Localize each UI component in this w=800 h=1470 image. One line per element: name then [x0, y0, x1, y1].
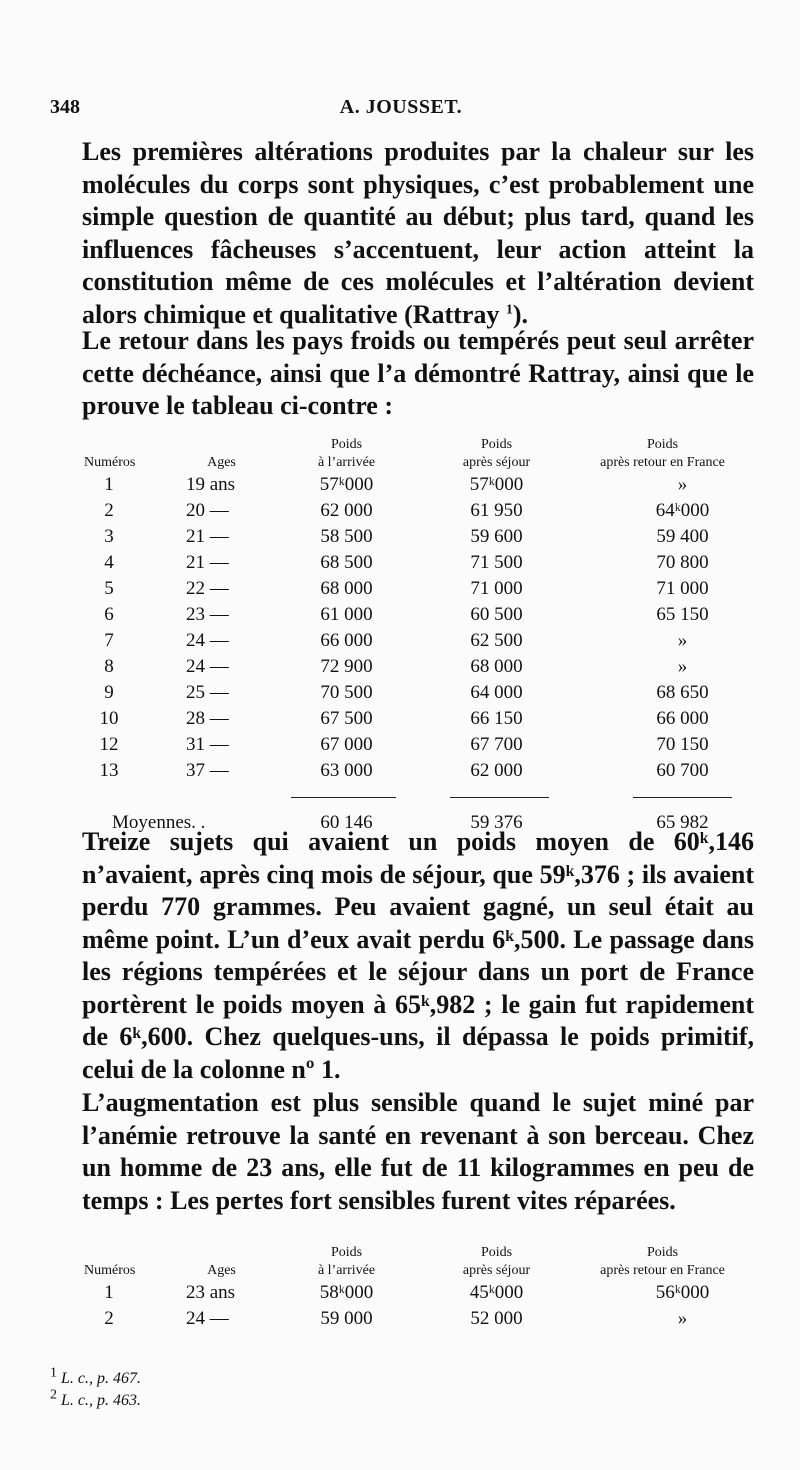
footnote-2: [50, 1387, 141, 1412]
paragraph-4: [82, 1087, 754, 1217]
footnote-text-2: L. c., p. 463.: [61, 1392, 141, 1409]
averages-label: Moyennes. .: [112, 812, 206, 833]
paragraph-3-text: Treize sujets qui avaient un poids moyen de 60ᵏ,146 n’avaient, après cinq mois de séjour, que 59ᵏ,376 ; ils avaient perdu 770 grammes. Peu avaient gagné, un seul était au même point. L’un d’eux avait perdu 6ᵏ,500. Le passage dans les régions tempérées et le séjour dans un port de France portèrent le poids moyen à 65ᵏ,982 ; le gain fut rapidement de 6ᵏ,600. Chez quelques-uns, il dépassa le poids primitif, celui de la colonne nº 1.: [82, 827, 754, 1084]
paragraph-4-text: L’augmentation est plus sensible quand le sujet miné par l’anémie retrouve la santé en revenant à son berceau. Chez un homme de 23 ans, elle fut de 11 kilogrammes en peu de temps : Les pertes fort sensibles furent vites réparées.: [82, 1088, 754, 1215]
cell-arrivee: 58 500: [320, 526, 373, 547]
table-2-head-top-1: [174, 1244, 269, 1262]
table-1-head-top-1: [174, 436, 269, 454]
footnote-mark-1: 1: [50, 1365, 57, 1381]
cell-sejour: 59 600: [470, 526, 523, 547]
cell-sejour: 66 150: [470, 708, 523, 729]
footnote-1: [50, 1365, 141, 1390]
table-row: [84, 1280, 756, 1306]
table-2-head-top-2: Poids: [330, 1245, 363, 1260]
cell-numero: 6: [104, 604, 114, 625]
cell-numero: 2: [104, 500, 114, 521]
cell-arrivee: 68 000: [320, 578, 373, 599]
table-2-body: [84, 1280, 756, 1332]
cell-retour: 60 700: [656, 760, 709, 781]
cell-retour: 71 000: [656, 578, 709, 599]
cell-retour: 64ᵏ000: [655, 500, 710, 521]
table-1-head-top-0: [84, 436, 174, 454]
paragraph-1: [82, 136, 754, 331]
cell-sejour: 60 500: [470, 604, 523, 625]
cell-sejour: 68 000: [470, 656, 523, 677]
cell-numero: 2: [104, 1308, 114, 1329]
cell-sejour: 71 500: [470, 552, 523, 573]
rule-sejour: [450, 797, 549, 798]
cell-age: 31 —: [186, 734, 229, 755]
paragraph-3: [82, 826, 754, 1086]
table-row: [84, 472, 756, 498]
table-row: [84, 524, 756, 550]
table-1-head-ages: Ages: [207, 455, 236, 470]
page-number: 348: [50, 96, 80, 118]
table-2-head-top-4: Poids: [646, 1245, 679, 1260]
weights-table-1: [84, 436, 756, 836]
cell-arrivee: 63 000: [320, 760, 373, 781]
cell-numero: 12: [99, 734, 119, 755]
cell-sejour: 61 950: [470, 500, 523, 521]
running-head-author: A. JOUSSET.: [339, 96, 463, 118]
table-row: [84, 758, 756, 784]
table-row: [84, 1306, 756, 1332]
table-row: [84, 602, 756, 628]
cell-retour: »: [677, 630, 688, 651]
cell-age: 19 ans: [186, 474, 236, 495]
table-row: [84, 680, 756, 706]
cell-arrivee: 70 500: [320, 682, 373, 703]
table-row: [84, 654, 756, 680]
cell-retour: 70 800: [656, 552, 709, 573]
table-row: [84, 628, 756, 654]
cell-arrivee: 57ᵏ000: [319, 474, 374, 495]
cell-numero: 1: [104, 1282, 114, 1303]
table-1-head-sejour: après séjour: [462, 455, 531, 470]
table-1-head-top-2: Poids: [330, 437, 363, 452]
cell-retour: 59 400: [656, 526, 709, 547]
cell-sejour: 71 000: [470, 578, 523, 599]
table-2-head-sejour: après séjour: [462, 1263, 531, 1278]
table-1-header: [84, 454, 756, 472]
cell-sejour: 64 000: [470, 682, 523, 703]
rule-retour: [633, 797, 732, 798]
table-row: [84, 576, 756, 602]
cell-age: 23 —: [186, 604, 229, 625]
table-1-header-top: [84, 436, 756, 454]
average-retour: 65 982: [656, 812, 709, 833]
table-1-head-top-3: Poids: [480, 437, 513, 452]
cell-arrivee: 66 000: [320, 630, 373, 651]
table-2-head-arrivee: à l’arrivée: [317, 1263, 376, 1278]
table-1-head-retour: après retour en France: [600, 455, 725, 470]
table-2-head-numeros: Numéros: [84, 1263, 136, 1278]
cell-numero: 13: [99, 760, 119, 781]
cell-age: 37 —: [186, 760, 229, 781]
footnote-text-1: L. c., p. 467.: [61, 1370, 141, 1387]
rule-arrivee: [291, 797, 396, 798]
cell-age: 23 ans: [186, 1282, 236, 1303]
cell-retour: 65 150: [656, 604, 709, 625]
table-1-head-top-4: Poids: [646, 437, 679, 452]
cell-sejour: 52 000: [470, 1308, 523, 1329]
paragraph-2-text: Le retour dans les pays froids ou tempérés peut seul arrêter cette déchéance, ainsi que l’a démontré Rattray, ainsi que le prouve le tableau ci-contre :: [82, 326, 754, 420]
cell-age: 20 —: [186, 500, 229, 521]
table-2-head-top-0: [84, 1244, 174, 1262]
cell-arrivee: 68 500: [320, 552, 373, 573]
cell-sejour: 45ᵏ000: [469, 1282, 524, 1303]
cell-arrivee: 72 900: [320, 656, 373, 677]
cell-sejour: 62 000: [470, 760, 523, 781]
cell-numero: 9: [104, 682, 114, 703]
cell-numero: 4: [104, 552, 114, 573]
average-sejour: 59 376: [470, 812, 523, 833]
cell-arrivee: 59 000: [320, 1308, 373, 1329]
cell-age: 24 —: [186, 630, 229, 651]
table-1-head-arrivee: à l’arrivée: [317, 455, 376, 470]
cell-age: 25 —: [186, 682, 229, 703]
cell-retour: »: [677, 474, 688, 495]
cell-arrivee: 61 000: [320, 604, 373, 625]
cell-retour: 70 150: [656, 734, 709, 755]
cell-numero: 5: [104, 578, 114, 599]
running-header: [50, 96, 752, 120]
cell-sejour: 57ᵏ000: [469, 474, 524, 495]
table-2-header: [84, 1262, 756, 1280]
cell-age: 21 —: [186, 552, 229, 573]
cell-age: 22 —: [186, 578, 229, 599]
paragraph-1-text: Les premières altérations produites par la chaleur sur les molécules du corps sont physiques, c’est probablement une simple question de quantité au début; plus tard, quand les influences fâcheuses s’accentuent, leur action atteint la constitution même de ces molécules et l’altération devient alors chimique et qualitative (Rattray: [82, 137, 754, 329]
table-row: [84, 550, 756, 576]
table-row: [84, 732, 756, 758]
table-1-rule-row: [84, 784, 756, 810]
footnote-ref-1: 1: [505, 301, 513, 317]
cell-numero: 8: [104, 656, 114, 677]
cell-sejour: 62 500: [470, 630, 523, 651]
cell-retour: »: [677, 1308, 688, 1329]
cell-retour: »: [677, 656, 688, 677]
footnotes: [50, 1365, 141, 1412]
table-1-head-numeros: Numéros: [84, 455, 136, 470]
table-2-header-top: [84, 1244, 756, 1262]
cell-arrivee: 67 000: [320, 734, 373, 755]
cell-age: 24 —: [186, 1308, 229, 1329]
cell-retour: 56ᵏ000: [655, 1282, 710, 1303]
cell-retour: 68 650: [656, 682, 709, 703]
paragraph-2: [82, 325, 754, 423]
table-2-head-retour: après retour en France: [600, 1263, 725, 1278]
paragraph-1-end: ).: [512, 299, 529, 329]
cell-age: 28 —: [186, 708, 229, 729]
table-row: [84, 498, 756, 524]
average-arrivee: 60 146: [320, 812, 373, 833]
cell-numero: 1: [104, 474, 114, 495]
weights-table-2: [84, 1244, 756, 1332]
cell-arrivee: 62 000: [320, 500, 373, 521]
cell-numero: 10: [99, 708, 119, 729]
cell-arrivee: 67 500: [320, 708, 373, 729]
cell-numero: 3: [104, 526, 114, 547]
footnote-mark-2: 2: [50, 1387, 57, 1403]
table-2-head-ages: Ages: [207, 1263, 236, 1278]
table-row: [84, 706, 756, 732]
cell-retour: 66 000: [656, 708, 709, 729]
table-2-head-top-3: Poids: [480, 1245, 513, 1260]
cell-age: 24 —: [186, 656, 229, 677]
cell-arrivee: 58ᵏ000: [319, 1282, 374, 1303]
table-1-body: [84, 472, 756, 784]
cell-sejour: 67 700: [470, 734, 523, 755]
cell-age: 21 —: [186, 526, 229, 547]
cell-numero: 7: [104, 630, 114, 651]
